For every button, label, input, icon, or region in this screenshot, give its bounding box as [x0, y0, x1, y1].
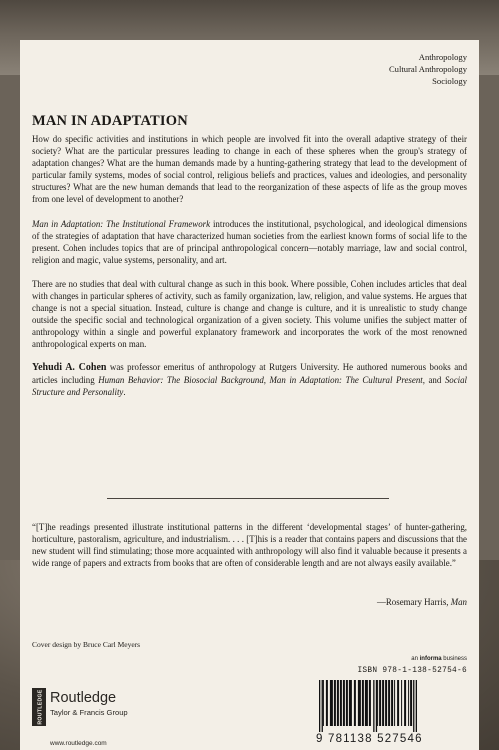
informa-business-label: [411, 656, 467, 662]
barcode-bar: [410, 680, 412, 726]
author-book-title: Human Behavior: The Biosocial Background, Man in Adaptation: The Cultural Present,: [98, 374, 425, 385]
barcode-bar: [401, 680, 402, 726]
barcode-bar: [382, 680, 384, 726]
barcode-guard-bar: [376, 680, 377, 732]
author-name: Yehudi A. Cohen: [32, 361, 107, 373]
book-title: MAN IN ADAPTATION: [32, 113, 188, 129]
informa-prefix: an: [411, 656, 420, 662]
quote-attribution: [377, 597, 467, 607]
barcode-bar: [346, 680, 348, 726]
barcode-bar: [408, 680, 409, 726]
attribution-name: —Rosemary Harris,: [377, 597, 451, 607]
cover-design-credit: Cover design by Bruce Carl Meyers: [32, 640, 141, 649]
barcode-bar: [394, 680, 395, 726]
intro-paragraph: How do specific activities and institutions in which people are involved fit into the overall adaptive strategy of their society? What are the particular pressures leading to change in each of these spheres when the group's strategy of adaptation changes? What are the human demands made by a hunting-gathering strategy that lead to the development of particular family systems, modes of social control, religious beliefs and practices, values and ideologies, and personality structures? What are the new human demands that lead to the reorganization of these aspects of life as the group moves from one level of development to another?: [32, 134, 467, 205]
barcode-bar: [391, 680, 393, 726]
subject-categories: [389, 51, 467, 87]
review-quote: “[T]he readings presented illustrate institutional patterns in the different ‘developmental stages’ of hunter-gathering, horticulture, pastoralism, agriculture, and industrialism. . . . [T]his is a reader that contains papers and discussions that the new student will find stimulating; those more acquainted with anthropology will also find it valuable because it presents a wide range of papers and extracts from books that are often of considerable length and are not always easily available.”: [32, 522, 467, 569]
barcode-bar: [334, 680, 336, 726]
barcode-bar: [379, 680, 381, 726]
publisher-imprint: Taylor & Francis Group: [50, 708, 128, 717]
barcode-number: 9 781138 527546: [316, 733, 423, 745]
subject-label: Anthropology: [418, 52, 467, 62]
barcode-bar: [365, 680, 368, 726]
divider: [107, 498, 389, 499]
barcode-bar: [362, 680, 364, 726]
barcode-guard-bar: [322, 680, 323, 732]
barcode-bar: [358, 680, 361, 726]
barcode-bar: [340, 680, 342, 726]
barcode-bar: [349, 680, 352, 726]
publisher-website: www.routledge.com: [50, 740, 107, 747]
description-text: introduces the institutional, psychological, and ideological dimensions of the strategies of adaptation that have characterized human societies from the earliest known forms of social life to the present. Cohen includes topics that are of principal anthropological concern—notably marriage, law and social control, religion and magic, value systems, personality, and art.: [32, 218, 467, 265]
barcode-bar: [330, 680, 333, 726]
informa-suffix: business: [441, 656, 467, 662]
description-paragraph: [32, 218, 467, 266]
barcode-bar: [385, 680, 387, 726]
routledge-logo-icon: [32, 688, 46, 726]
barcode-guard-bar: [373, 680, 374, 732]
subject-label: Sociology: [432, 76, 467, 86]
barcode-bar: [354, 680, 356, 726]
informa-brand: informa: [419, 656, 442, 662]
barcode-bar: [404, 680, 406, 726]
back-cover-panel: [20, 40, 479, 750]
summary-paragraph: There are no studies that deal with cultural change as such in this book. Where possible, Cohen includes articles that deal with changes in particular spheres of activity, such as family organization, law, religion, and value systems. He argues that change is not a special situation. Instead, culture is change and change is culture, and it is unrealistic to study change outside the specific social and technological organization of a given society. This volume unifies the subject matter of anthropology within a single and powerful explanatory framework and incorporates the work of the most renowned anthropological experts on man.: [32, 278, 467, 350]
barcode-bar: [397, 680, 399, 726]
author-bio-text: .: [123, 386, 126, 397]
barcode-bar: [337, 680, 339, 726]
barcode-bar: [377, 680, 378, 726]
barcode-bar: [323, 680, 324, 726]
author-bio-text: and: [424, 374, 445, 385]
blurb: [32, 133, 467, 410]
barcode-bar: [388, 680, 390, 726]
book-title-italic: Man in Adaptation: The Institutional Framework: [32, 218, 211, 229]
author-bio: [32, 361, 467, 398]
isbn-text: ISBN 978-1-138-52754-6: [357, 667, 467, 675]
subject-label: Cultural Anthropology: [388, 64, 467, 74]
barcode-guard-bar: [319, 680, 320, 732]
logo-text: ROUTLEDGE: [37, 689, 44, 725]
attribution-source: Man: [450, 597, 467, 607]
barcode-bar: [343, 680, 345, 726]
barcode-bars: [315, 678, 465, 734]
publisher-name: Routledge: [50, 690, 117, 706]
barcode-guard-bar: [413, 680, 414, 732]
author-book-title: Social Structure and Personality: [32, 374, 467, 397]
author-bio-text: was professor emeritus of anthropology at Rutgers University. He authored numerous books and articles including: [32, 361, 468, 385]
barcode-guard-bar: [416, 680, 417, 732]
barcode-bar: [369, 680, 371, 726]
barcode-bar: [326, 680, 328, 726]
